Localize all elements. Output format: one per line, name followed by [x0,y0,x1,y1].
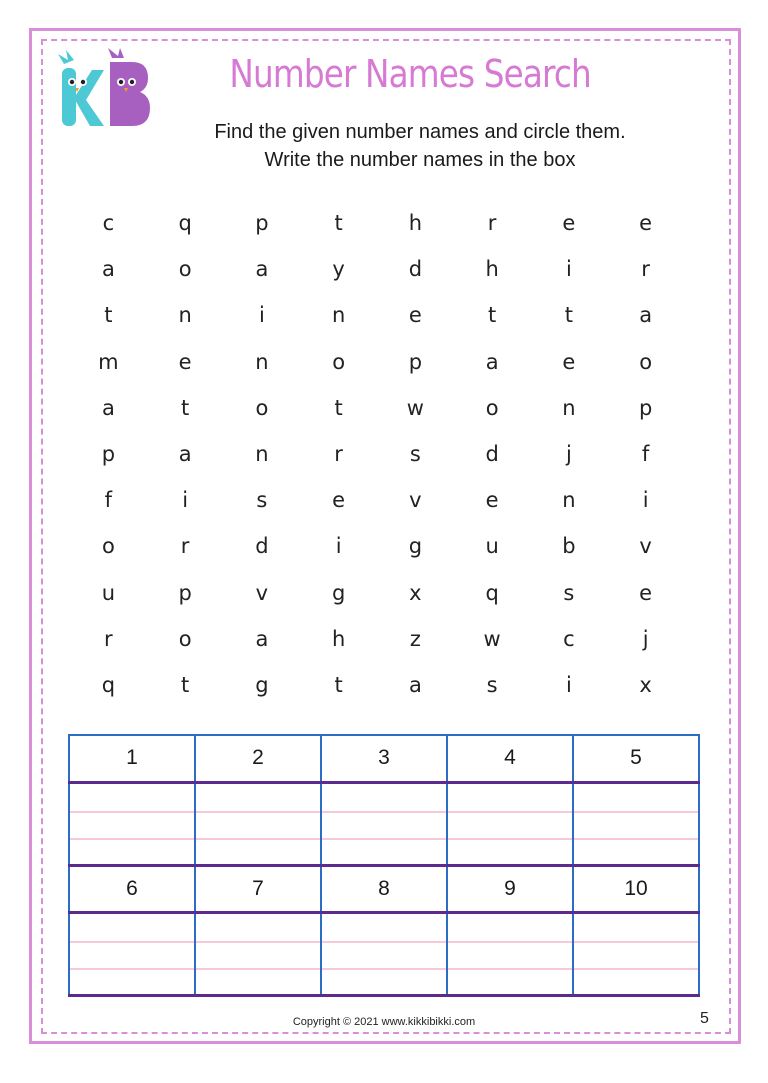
grid-letter[interactable]: c [563,626,575,651]
answer-box[interactable] [447,912,573,995]
grid-letter[interactable]: m [98,349,119,374]
grid-letter[interactable]: t [181,395,190,420]
grid-letter[interactable]: f [104,488,113,513]
grid-letter[interactable]: b [562,534,576,559]
answer-box[interactable] [321,782,447,865]
grid-letter[interactable]: t [334,211,343,236]
page-title: Number Names Search [229,52,591,96]
grid-letter[interactable]: i [642,488,649,513]
grid-letter[interactable]: g [331,580,346,605]
grid-letter[interactable]: p [101,442,116,467]
grid-letter[interactable]: s [563,580,575,605]
box-number-label: 8 [321,865,447,912]
grid-letter[interactable]: y [332,257,345,282]
answer-box[interactable] [573,782,699,865]
grid-letter[interactable]: e [485,488,499,513]
grid-letter[interactable]: e [178,349,192,374]
answer-box[interactable] [195,782,321,865]
grid-letter[interactable]: a [485,349,499,374]
grid-letter[interactable]: n [562,395,576,420]
grid-letter[interactable]: v [639,534,652,559]
grid-letter[interactable]: p [178,580,192,605]
answer-box[interactable] [447,782,573,865]
grid-letter[interactable]: u [485,534,499,559]
grid-letter[interactable]: d [255,534,269,559]
grid-letter[interactable]: a [255,626,269,651]
grid-letter[interactable]: h [408,211,423,236]
k-letter-icon [58,50,104,126]
box-number-label: 6 [69,865,195,912]
grid-letter[interactable]: a [101,257,115,282]
box-number-label: 10 [573,865,699,912]
grid-letter[interactable]: a [101,395,115,420]
writing-row-2 [69,912,699,995]
grid-letter[interactable]: w [483,626,501,651]
b-letter-icon [108,48,150,126]
grid-letter[interactable]: q [178,211,192,236]
grid-letter[interactable]: t [334,672,343,697]
grid-letter[interactable]: w [406,395,424,420]
copyright-text: Copyright © 2021 www.kikkibikki.com [292,1016,476,1028]
answer-box[interactable] [69,782,195,865]
box-number-label: 7 [195,865,321,912]
grid-letter[interactable]: o [332,349,346,374]
grid-letter[interactable]: s [256,488,268,513]
instruction-line-2: Write the number names in the box [264,149,576,171]
grid-letter[interactable]: a [178,442,192,467]
grid-letter[interactable]: j [565,442,572,467]
grid-letter[interactable]: z [409,626,421,651]
grid-letter[interactable]: u [101,580,116,605]
grid-letter[interactable]: e [562,211,576,236]
grid-letter[interactable]: g [408,534,423,559]
grid-letter[interactable]: e [408,303,422,328]
grid-letter[interactable]: o [178,257,192,282]
grid-letter[interactable]: e [332,488,346,513]
grid-letter[interactable]: t [334,395,343,420]
grid-letter[interactable]: v [409,488,422,513]
grid-letter[interactable]: r [487,211,497,236]
answer-box[interactable] [321,912,447,995]
grid-letter[interactable]: p [408,349,423,374]
answer-box[interactable] [573,912,699,995]
grid-letter[interactable]: r [641,257,650,282]
grid-letter[interactable]: x [409,580,422,605]
grid-letter[interactable]: i [182,488,189,513]
word-search-grid [70,200,684,708]
grid-letter[interactable]: r [334,442,343,467]
grid-letter[interactable]: o [255,395,269,420]
box-number-label: 3 [321,735,447,782]
grid-letter[interactable]: r [104,626,113,651]
grid-letter[interactable]: e [562,349,576,374]
grid-letter[interactable]: n [178,303,192,328]
grid-letter[interactable]: s [409,442,421,467]
grid-letter[interactable]: a [639,303,653,328]
answer-table [68,734,700,997]
grid-letter[interactable]: n [255,349,269,374]
grid-letter[interactable]: s [486,672,498,697]
grid-letter[interactable]: q [485,580,499,605]
grid-letter[interactable]: t [181,672,190,697]
grid-letter[interactable]: r [180,534,190,559]
grid-letter[interactable]: o [178,626,192,651]
number-row-1 [69,735,699,782]
grid-letter[interactable]: f [641,442,650,467]
grid-letter[interactable]: h [485,257,499,282]
grid-letter[interactable]: d [408,257,423,282]
grid-letter[interactable]: i [335,534,342,559]
grid-letter[interactable]: h [331,626,346,651]
box-number-label: 2 [195,735,321,782]
writing-row-1 [69,782,699,865]
grid-letter[interactable]: q [101,672,116,697]
grid-letter[interactable]: n [331,303,346,328]
number-row-2 [69,865,699,912]
grid-letter[interactable]: e [639,580,653,605]
grid-letter[interactable]: j [642,626,649,651]
grid-letter[interactable]: t [564,303,573,328]
grid-letter[interactable]: i [565,257,572,282]
answer-box[interactable] [195,912,321,995]
grid-letter[interactable]: o [101,534,115,559]
grid-letter[interactable]: p [255,211,269,236]
grid-letter[interactable]: c [102,211,115,236]
grid-letter[interactable]: t [104,303,113,328]
grid-letter[interactable]: n [562,488,576,513]
kb-logo-icon [52,46,152,130]
grid-letter[interactable]: v [255,580,269,605]
grid-letter[interactable]: a [255,257,269,282]
grid-letter[interactable]: i [565,672,572,697]
box-number-label: 1 [69,735,195,782]
grid-letter[interactable]: i [258,303,265,328]
grid-letter[interactable]: d [485,442,499,467]
instruction-line-1: Find the given number names and circle them. [214,121,626,143]
grid-letter[interactable]: g [255,672,269,697]
grid-letter[interactable]: x [639,672,652,697]
grid-letter[interactable]: p [638,395,653,420]
grid-letter[interactable]: t [488,303,497,328]
grid-letter[interactable]: n [255,442,269,467]
page-number: 5 [700,1010,709,1027]
answer-box[interactable] [69,912,195,995]
grid-letter[interactable]: a [408,672,422,697]
box-number-label: 5 [573,735,699,782]
box-number-label: 4 [447,735,573,782]
grid-letter[interactable]: o [639,349,653,374]
box-number-label: 9 [447,865,573,912]
grid-letter[interactable]: o [485,395,499,420]
grid-letter[interactable]: e [639,211,653,236]
